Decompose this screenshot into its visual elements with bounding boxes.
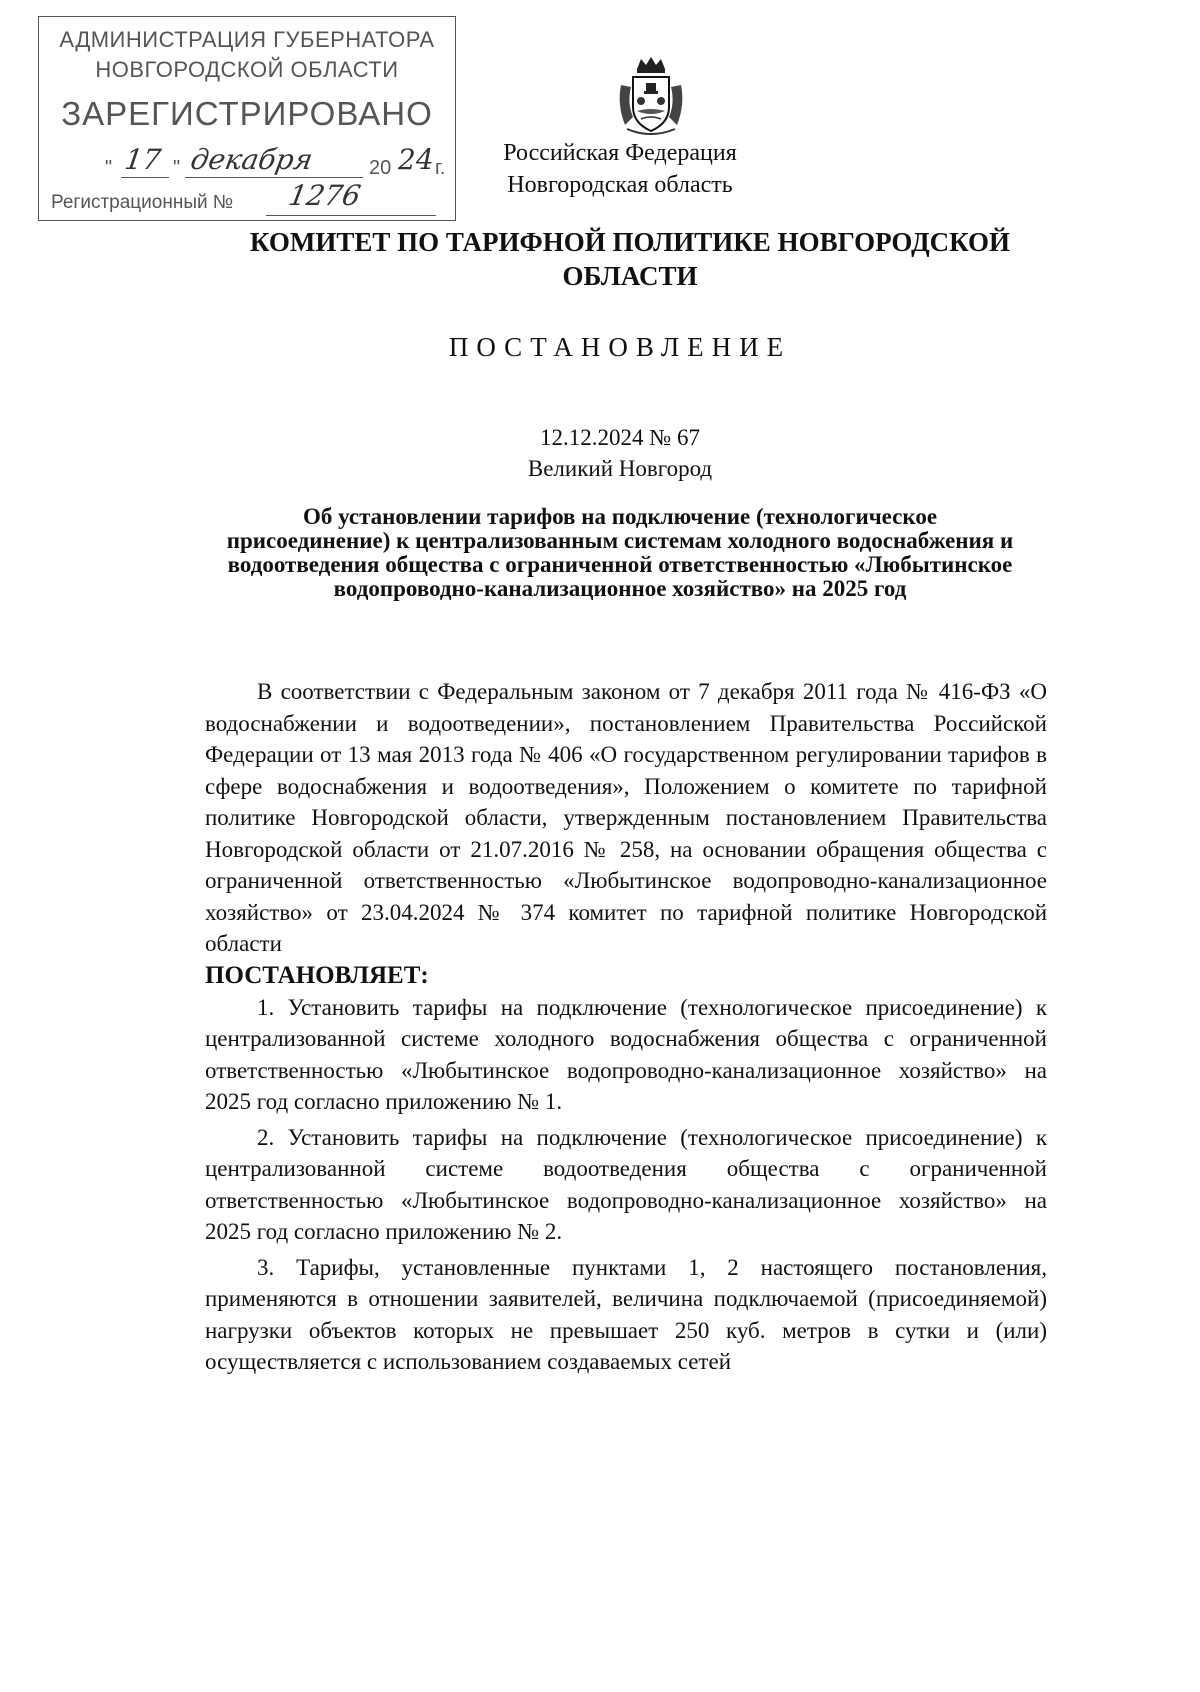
item-3-paragraph: 3. Тарифы, установленные пунктами 1, 2 настоящего постановления, применяются в отношении заявителей, величина подключаемой (присоединяемой) нагрузки объектов которых не превышает 250 куб. метров в сутки и (или) осуществляется с использованием создаваемых сетей [205, 1254, 1047, 1374]
stamp-month-handwritten: декабря [188, 143, 316, 176]
stamp-quote-close: " [173, 157, 181, 179]
preamble-paragraph: В соответствии с Федеральным законом от 7 декабря 2011 года № 416-ФЗ «О водоснабжении и водоотведении», постановлением Правительства Российской Федерации от 13 мая 2013 года № 406 «О государственном регулировании тарифов в сфере водоснабжения и водоотведения», Положением о комитете по тарифной политике Новгородской области, утвержденным постановлением Правительства Новгородской области от 21.07.2016 № 258, на основании обращения общества с ограниченной ответственностью «Любытинское водопроводно-канализационное хозяйство» от 23.04.2024 № 374 комитет по тарифной политике Новгородской области [205, 679, 1047, 956]
resolves-heading: ПОСТАНОВЛЯЕТ: [205, 961, 429, 989]
item-1-paragraph: 1. Установить тарифы на подключение (технологическое присоединение) к централизованной системе холодного водоснабжения общества с ограниченной ответственностью «Любытинское водопроводно-канализационное хозяйство» на 2025 год согласно приложению № 1. [205, 994, 1047, 1114]
document-subject: Об установлении тарифов на подключение (технологическое присоединение) к централизованным системам холодного водоснабжения и водоотведения общества с ограниченной ответственностью «Любытинское водопроводно-канализационное хозяйство» на 2025 год [226, 504, 1014, 601]
stamp-quote-open: " [105, 157, 113, 179]
stamp-organization-line1: АДМИНИСТРАЦИЯ ГУБЕРНАТОРА [59, 27, 435, 52]
document-city: Великий Новгород [527, 456, 713, 481]
country-name: Российская Федерация [503, 140, 737, 166]
stamp-registered-label: ЗАРЕГИСТРИРОВАНО [61, 95, 433, 132]
item-2-paragraph: 2. Установить тарифы на подключение (технологическое присоединение) к централизованной системе водоотведения общества с ограниченной ответственностью «Любытинское водопроводно-канализационное хозяйство» на 2025 год согласно приложению № 2. [205, 1124, 1047, 1244]
stamp-registration-underline [266, 215, 436, 216]
stamp-year-abbr: г. [435, 157, 446, 179]
stamp-registration-number: 1276 [286, 179, 364, 212]
stamp-day-handwritten: 17 [122, 143, 163, 176]
region-name: Новгородская область [507, 172, 733, 198]
committee-title: КОМИТЕТ ПО ТАРИФНОЙ ПОЛИТИКЕ НОВГОРОДСКОЙ ОБЛАСТИ [249, 227, 1011, 291]
novgorod-coat-of-arms-icon [615, 55, 687, 135]
document-type: ПОСТАНОВЛЕНИЕ [448, 332, 792, 362]
stamp-registration-label: Регистрационный № [51, 192, 234, 213]
stamp-organization-line2: НОВГОРОДСКОЙ ОБЛАСТИ [95, 57, 399, 82]
stamp-year-handwritten: 24 [398, 143, 434, 176]
stamp-year-prefix: 20 [369, 157, 392, 179]
document-date-number: 12.12.2024 № 67 [540, 425, 700, 450]
document-body [205, 676, 1047, 1378]
